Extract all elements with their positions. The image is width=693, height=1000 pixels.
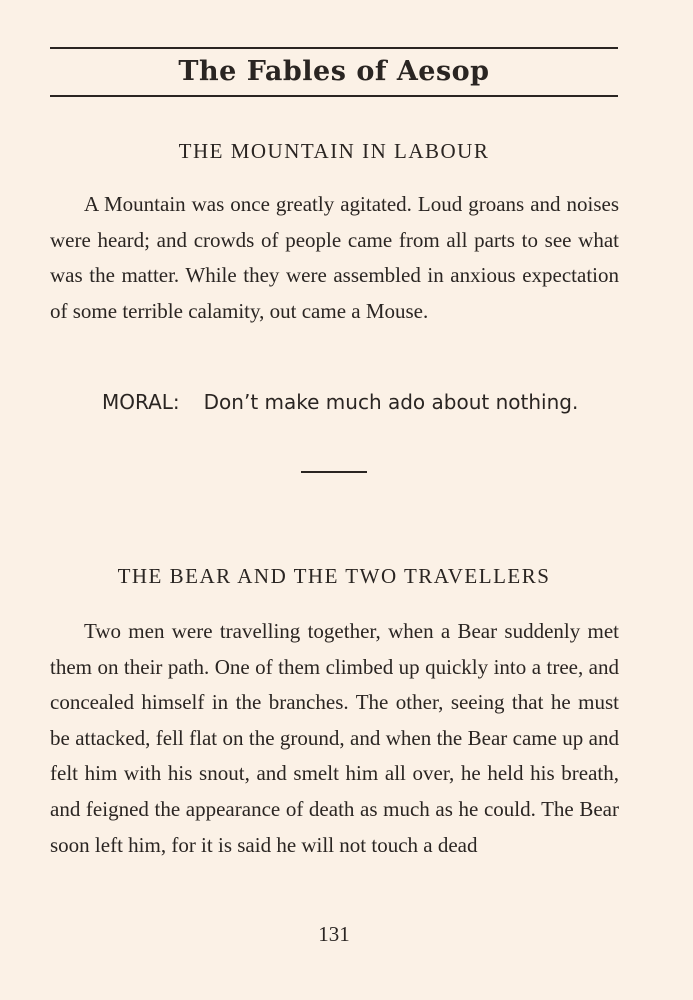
moral-label: MORAL: (102, 390, 180, 414)
page-number: 131 (318, 922, 350, 946)
fable-title: THE BEAR AND THE TWO TRAVELLERS (117, 564, 551, 588)
fable-body: Two men were travelling together, when a Bear suddenly met them on their path. One of them climbed up quickly into a tree, and concealed himself in the branches. The other, seeing that he must be attacked, fell flat on the ground, and when the Bear came up and felt him with his snout, and smelt him all over, he held his breath, and feigned the appearance of death as much as he could. The Bear soon left him, for it is said he will not touch a dead (50, 619, 619, 857)
fable-body: A Mountain was once greatly agitated. Loud groans and noises were heard; and crowds of people came from all parts to see what was the matter. While they were assembled in anxious expectation of some terrible calamity, out came a Mouse. (50, 192, 619, 323)
moral-text: Don’t make much ado about nothing. (203, 390, 579, 414)
header-top-rule (50, 47, 618, 49)
fable-title: THE MOUNTAIN IN LABOUR (178, 139, 490, 163)
section-divider (301, 471, 367, 473)
running-title: The Fables of Aesop (178, 56, 490, 87)
moral-line (102, 388, 578, 416)
header-bottom-rule (50, 95, 618, 97)
